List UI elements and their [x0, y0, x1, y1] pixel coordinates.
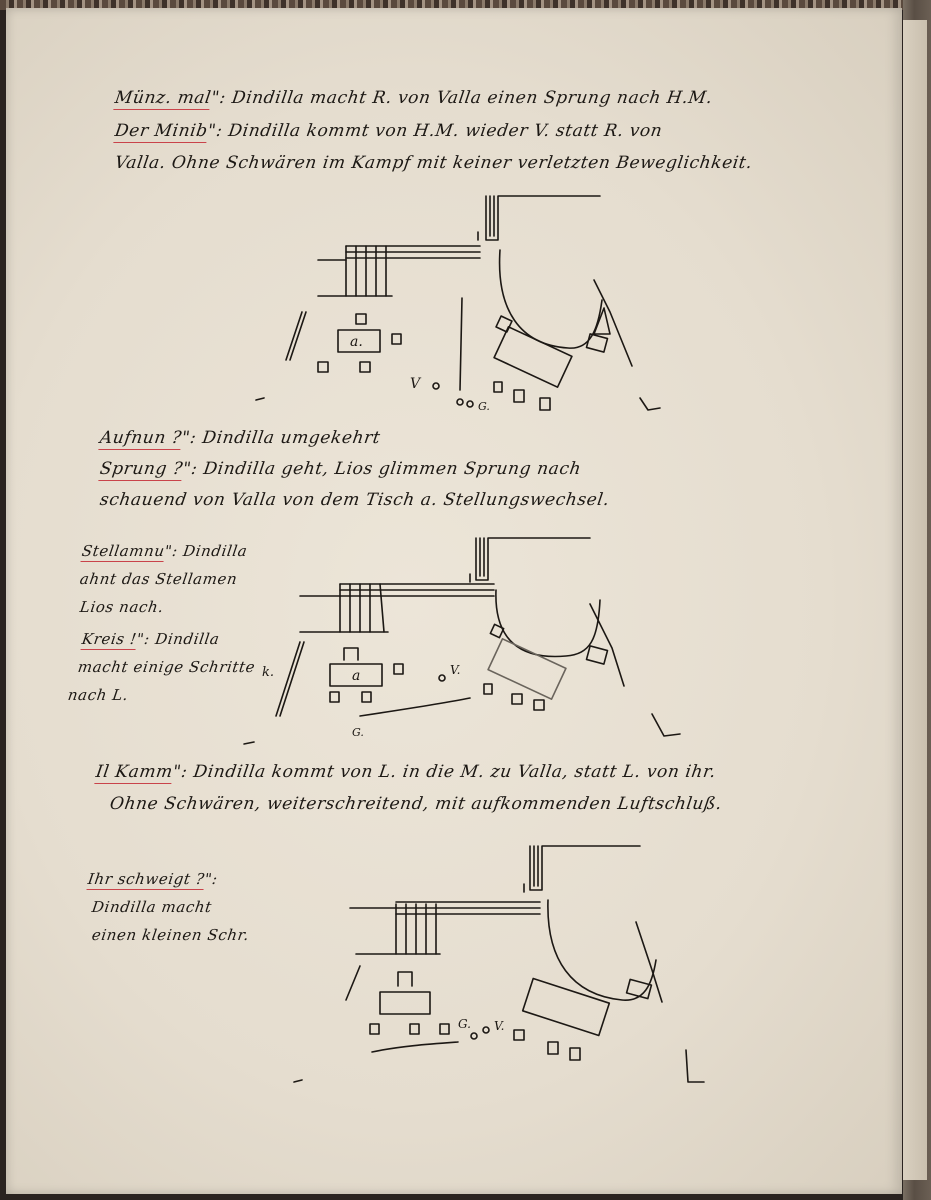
text-line: ahnt das Stellamen — [78, 570, 239, 588]
cue-label: Der Minib — [113, 121, 210, 141]
text-line: Dindilla macht — [90, 898, 214, 916]
cue-label: Münz. mal — [113, 88, 213, 108]
svg-text:G.: G. — [352, 726, 364, 739]
text-line: Der Minib": Dindilla kommt von H.M. wieder V. statt R. von — [113, 121, 664, 141]
text-line: schauend von Valla von dem Tisch a. Stellungswechsel. — [98, 490, 611, 510]
svg-text:a.: a. — [350, 334, 363, 350]
text-line: Aufnun ?": Dindilla umgekehrt — [98, 428, 382, 448]
svg-text:V.: V. — [494, 1019, 505, 1033]
text-line: Ihr schweigt ?": — [86, 870, 220, 888]
text-line: macht einige Schritte — [76, 658, 257, 676]
cue-label: Kreis ! — [80, 630, 139, 648]
text-line: Il Kamm": Dindilla kommt von L. in die M. zu Valla, statt L. von ihr. — [94, 762, 718, 782]
svg-text:V.: V. — [450, 663, 461, 677]
text-line: einen kleinen Schr. — [90, 926, 251, 944]
svg-text:k.: k. — [262, 665, 275, 680]
svg-text:a: a — [352, 668, 361, 684]
text-line: Kreis !": Dindilla — [80, 630, 221, 648]
svg-text:G.: G. — [458, 1017, 471, 1031]
text-line: Sprung ?": Dindilla geht, Lios glimmen Sprung nach — [98, 459, 583, 479]
text-line: Ohne Schwären, weiterschreitend, mit aufkommenden Luftschluß. — [108, 794, 724, 814]
text-line: Stellamnu": Dindilla — [80, 542, 249, 560]
cue-label: Ihr schweigt ? — [86, 870, 206, 888]
svg-text:G.: G. — [478, 400, 490, 413]
cue-label: Il Kamm — [94, 762, 175, 782]
text-line: Lios nach. — [78, 598, 165, 616]
text-line: Valla. Ohne Schwären im Kampf mit keiner verletzten Beweglichkeit. — [113, 153, 754, 173]
text-line: Münz. mal": Dindilla macht R. von Valla einen Sprung nach H.M. — [113, 88, 714, 108]
cue-label: Aufnun ? — [98, 428, 184, 448]
text-line: nach L. — [66, 686, 130, 704]
cue-label: Stellamnu — [80, 542, 166, 560]
svg-text:V: V — [410, 376, 421, 392]
cue-label: Sprung ? — [98, 459, 185, 479]
